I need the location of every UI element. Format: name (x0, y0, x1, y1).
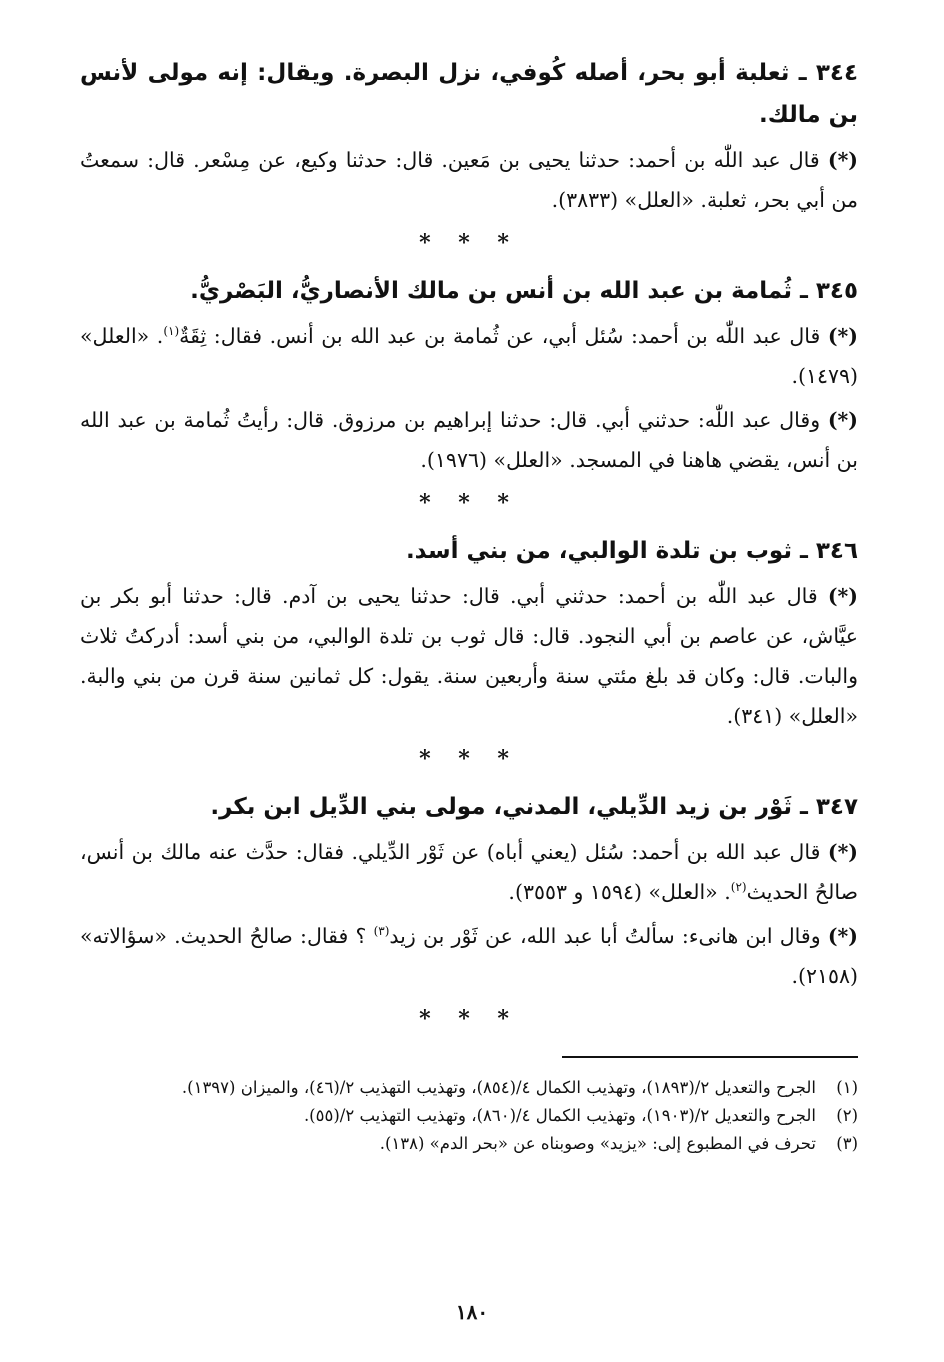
footnote-text: الجرح والتعديل ٢/(١٩٠٣)، وتهذيب الكمال ٤/(٨٦٠)، وتهذيب التهذيب ٢/(٥٥). (303, 1106, 816, 1125)
asterisk-marker: (*) (827, 584, 858, 608)
footnote (80, 1074, 858, 1102)
section-separator: * * * (419, 490, 519, 516)
footnote (80, 1130, 858, 1158)
footnote-ref[interactable]: (١) (163, 324, 180, 339)
narration-text: وقال ابن هانىء: سألتُ أبا عبد الله، عن ثَوْر بن زيد (389, 924, 821, 948)
asterisk-marker: (*) (827, 148, 858, 172)
footnote (80, 1102, 858, 1130)
narration-text-tail: . «العلل» (١٤٧٩). (80, 324, 858, 388)
entry-title: ٣٤٤ ـ ثعلبة أبو بحر، أصله كُوفي، نزل البصرة. ويقال: إنه مولى لأنس بن مالك. (80, 60, 858, 128)
footnote-number: (٣) (836, 1134, 858, 1153)
entry-title: ٣٤٥ ـ ثُمامة بن عبد الله بن أنس بن مالك الأنصاريُّ، البَصْريُّ. (190, 278, 858, 304)
asterisk-marker: (*) (827, 324, 858, 348)
asterisk-marker: (*) (827, 408, 858, 432)
footnote-divider (562, 1056, 858, 1058)
narration-text: قال عبد اللّٰه بن أحمد: سُئل أبي، عن ثُمامة بن عبد الله بن أنس. فقال: ثِقَةٌ (179, 324, 821, 348)
narration-text: وقال عبد اللّٰه: حدثني أبي. قال: حدثنا إبراهيم بن مرزوق. قال: رأيتُ ثُمامة بن عبد الله بن أنس، يقضي هاهنا في المسجد. «العلل» (١٩٧٦). (80, 408, 858, 472)
section-separator: * * * (419, 230, 519, 256)
entry-346 (80, 530, 858, 736)
narration-paragraph (80, 316, 858, 396)
section-separator: * * * (419, 1006, 519, 1032)
narration-paragraph (80, 832, 858, 912)
narration-text: قال عبد اللّٰه بن أحمد: حدثنا يحيى بن مَعين. قال: حدثنا وكيع، عن مِسْعر. قال: سمعتُ من أبي بحر، ثعلبة. «العلل» (٣٨٣٣). (80, 148, 858, 212)
footnote-text: تحرف في المطبوع إلى: «يزيد» وصوبناه عن «بحر الدم» (١٣٨). (379, 1134, 816, 1153)
footnote-number: (٢) (836, 1106, 858, 1125)
entry-345 (80, 270, 858, 480)
footnote-number: (١) (836, 1078, 858, 1097)
narration-text: قال عبد الله بن أحمد: سُئل (يعني أباه) عن ثَوْر الدِّيلي. فقال: حدَّث عنه مالك بن أنس، صالحُ الحديث (80, 840, 858, 904)
narration-paragraph (80, 140, 858, 220)
footnote-ref[interactable]: (٣) (373, 924, 390, 939)
narration-text: قال عبد اللّٰه بن أحمد: حدثني أبي. قال: حدثنا يحيى بن آدم. قال: حدثنا أبو بكر بن عيَّاش، عن عاصم بن أبي النجود. قال: قال ثوب بن تلدة الوالبي، من بني أسد: أدركتُ ثلاث والبات. قال: وكان قد بلغ مئتي سنة وأربعين سنة. يقول: كل ثمانين سنة قرن من بني والبة. «العلل» (٣٤١). (80, 584, 858, 728)
asterisk-marker: (*) (827, 840, 858, 864)
asterisk-marker: (*) (827, 924, 858, 948)
narration-paragraph (80, 916, 858, 996)
narration-text-tail: ؟ فقال: صالحُ الحديث. «سؤالاته» (٢١٥٨). (80, 924, 858, 988)
narration-paragraph (80, 400, 858, 480)
entry-347 (80, 786, 858, 996)
footnote-text: الجرح والتعديل ٢/(١٨٩٣)، وتهذيب الكمال ٤/(٨٥٤)، وتهذيب التهذيب ٢/(٤٦)، والميزان (١٣٩٧). (181, 1078, 816, 1097)
section-separator: * * * (419, 746, 519, 772)
page-number: ١٨٠ (455, 1300, 489, 1324)
entry-344 (80, 52, 858, 220)
entry-title: ٣٤٦ ـ ثوب بن تلدة الوالبي، من بني أسد. (405, 538, 858, 564)
entry-title: ٣٤٧ ـ ثَوْر بن زيد الدِّيلي، المدني، مولى بني الدِّيل ابن بكر. (210, 794, 858, 820)
narration-text-tail: . «العلل» (١٥٩٤ و ٣٥٥٣). (508, 880, 731, 904)
footnote-ref[interactable]: (٢) (730, 880, 747, 895)
narration-paragraph (80, 576, 858, 736)
footnotes (80, 1074, 858, 1158)
